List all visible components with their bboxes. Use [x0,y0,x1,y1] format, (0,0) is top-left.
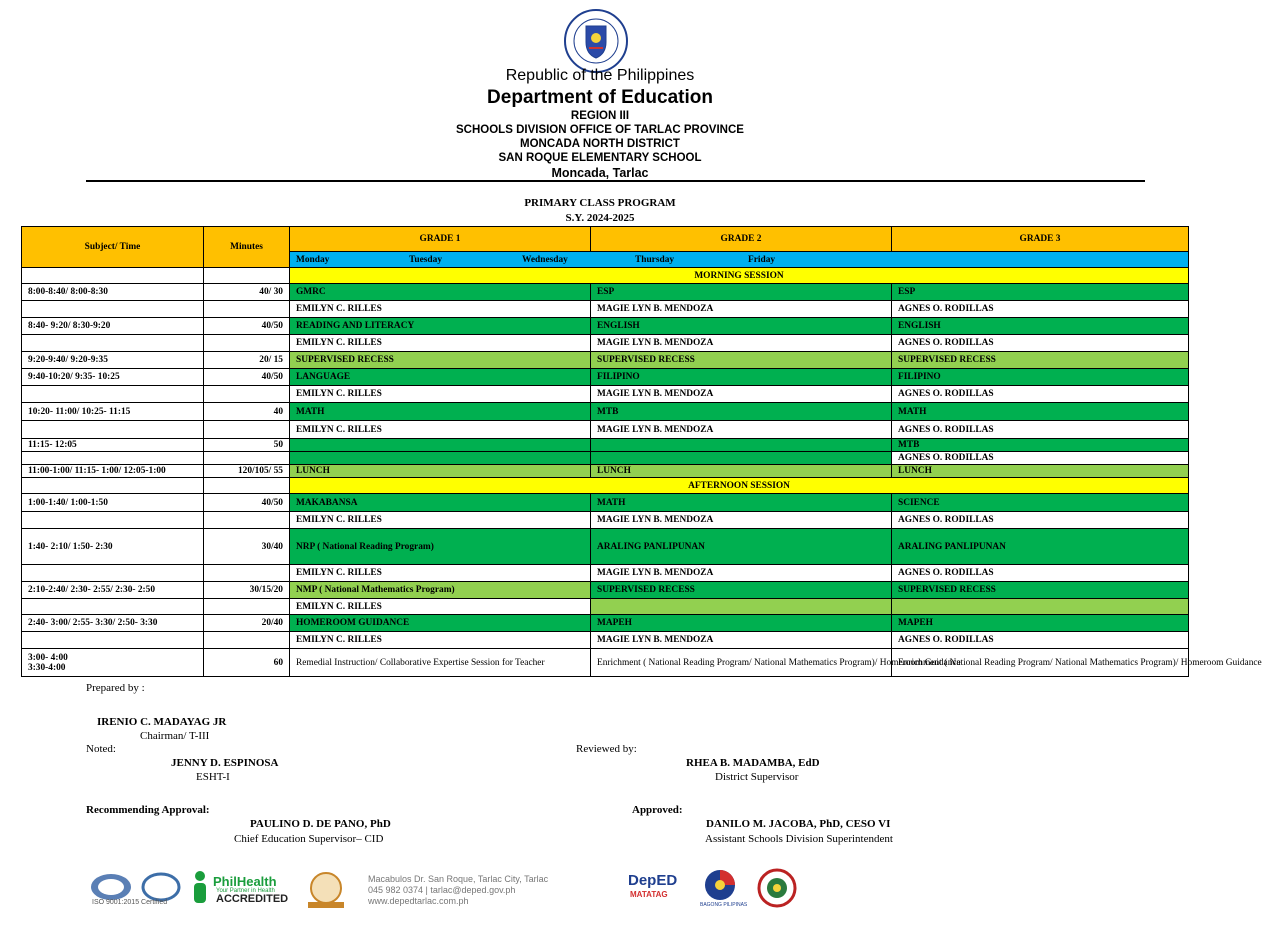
day-wednesday: Wednesday [522,254,568,265]
header-divider [86,180,1145,182]
grade1-subject: Remedial Instruction/ Collaborative Expertise Session for Teacher [290,649,591,677]
philhealth-name: PhilHealth [213,874,277,889]
grade2-subject: FILIPINO [591,369,892,386]
school-year: S.Y. 2024-2025 [565,212,635,224]
grade3-teacher: AGNES O. RODILLAS [892,632,1189,649]
grade3-subject: MATH [892,403,1189,421]
department-title: Department of Education [487,87,713,108]
minutes-cell: 60 [204,649,290,677]
time-cell: 1:00-1:40/ 1:00-1:50 [22,494,204,512]
approved-name: DANILO M. JACOBA, PhD, CESO VI [706,818,891,830]
bagong-pilipinas-icon [695,868,745,902]
grade1-subject: MAKABANSA [290,494,591,512]
minutes-cell: 20/ 15 [204,352,290,369]
grade1-subject: GMRC [290,284,591,301]
minutes-cell: 30/40 [204,529,290,565]
grade2-subject: ENGLISH [591,318,892,335]
republic-line: Republic of the Philippines [505,67,695,84]
header-grade-3: GRADE 3 [892,227,1189,252]
reviewed-name: RHEA B. MADAMBA, EdD [686,757,820,769]
grade3-subject: ARALING PANLIPUNAN [892,529,1189,565]
philhealth-figure-icon [190,870,210,904]
minutes-cell: 120/105/ 55 [204,465,290,478]
minutes-cell: 30/15/20 [204,582,290,599]
time-cell: 9:20-9:40/ 9:20-9:35 [22,352,204,369]
time-cell: 3:00- 4:00 3:30-4:00 [22,649,204,677]
grade3-subject: MAPEH [892,615,1189,632]
day-tuesday: Tuesday [409,254,443,265]
grade3-subject: ESP [892,284,1189,301]
grade3-teacher: AGNES O. RODILLAS [892,335,1189,352]
morning-session-label: MORNING SESSION [290,268,1189,284]
time-cell: 8:40- 9:20/ 8:30-9:20 [22,318,204,335]
grade1-subject: SUPERVISED RECESS [290,352,591,369]
grade3-subject: ENGLISH [892,318,1189,335]
footer-address: Macabulos Dr. San Roque, Tarlac City, Tarlac [368,874,549,884]
grade2-teacher: MAGIE LYN B. MENDOZA [591,565,892,582]
grade1-subject: MATH [290,403,591,421]
grade1-teacher: EMILYN C. RILLES [290,301,591,318]
grade1-teacher: EMILYN C. RILLES [290,599,591,615]
grade2-teacher: MAGIE LYN B. MENDOZA [591,632,892,649]
grade1-teacher: EMILYN C. RILLES [290,421,591,439]
time-cell: 2:40- 3:00/ 2:55- 3:30/ 2:50- 3:30 [22,615,204,632]
prepared-name: IRENIO C. MADAYAG JR [97,716,227,728]
time-cell: 8:00-8:40/ 8:00-8:30 [22,284,204,301]
minutes-cell: 20/40 [204,615,290,632]
grade2-teacher: MAGIE LYN B. MENDOZA [591,386,892,403]
grade1-teacher: EMILYN C. RILLES [290,386,591,403]
time-cell: 1:40- 2:10/ 1:50- 2:30 [22,529,204,565]
grade3-teacher: AGNES O. RODILLAS [892,386,1189,403]
time-cell: 9:40-10:20/ 9:35- 10:25 [22,369,204,386]
matatag-logo: MATATAG [630,890,668,899]
iso-caption: ISO 9001:2015 Certified [92,899,168,906]
grade2-subject: SUPERVISED RECESS [591,352,892,369]
table-row [22,421,1189,439]
recommending-title: Chief Education Supervisor– CID [234,833,384,845]
grade3-teacher: AGNES O. RODILLAS [892,421,1189,439]
minutes-cell: 40/50 [204,369,290,386]
time-cell: 10:20- 11:00/ 10:25- 11:15 [22,403,204,421]
grade2-subject: LUNCH [591,465,892,478]
prepared-label: Prepared by : [86,682,145,694]
grade2-teacher: MAGIE LYN B. MENDOZA [591,421,892,439]
deped-logo: DepED [628,872,678,889]
table-row [22,649,1189,677]
table-row [22,582,1189,599]
table-row [22,369,1189,386]
afternoon-session-label: AFTERNOON SESSION [290,478,1189,494]
table-row [22,284,1189,301]
school-line: SAN ROQUE ELEMENTARY SCHOOL [498,152,702,164]
approved-label: Approved: [632,804,683,816]
time-cell: 11:00-1:00/ 11:15- 1:00/ 12:05-1:00 [22,465,204,478]
location-line: Moncada, Tarlac [551,166,649,180]
noted-label: Noted: [86,743,116,755]
table-row [22,301,1189,318]
table-row [22,439,1189,452]
header-subject-time: Subject/ Time [22,227,204,268]
noted-name: JENNY D. ESPINOSA [171,757,279,769]
grade2-subject: MTB [591,403,892,421]
school-crest-icon [298,870,354,910]
iso-logo-icon [90,872,132,902]
grade2-teacher: MAGIE LYN B. MENDOZA [591,335,892,352]
noted-title: ESHT-I [196,771,230,783]
grade2-subject: MAPEH [591,615,892,632]
table-row [22,403,1189,421]
grade1-subject: HOMEROOM GUIDANCE [290,615,591,632]
grade2-teacher: MAGIE LYN B. MENDOZA [591,512,892,529]
grade2-subject: SUPERVISED RECESS [591,582,892,599]
table-row [22,452,1189,465]
division-line: SCHOOLS DIVISION OFFICE OF TARLAC PROVINCE [456,124,744,136]
reviewed-label: Reviewed by: [576,743,637,755]
table-row [22,512,1189,529]
grade2-subject: Enrichment ( National Reading Program/ National Mathematics Program)/ Homeroom Guidance [591,649,892,677]
grade1-teacher: EMILYN C. RILLES [290,512,591,529]
table-row [22,494,1189,512]
header-minutes: Minutes [204,227,290,268]
grade3-teacher: AGNES O. RODILLAS [892,565,1189,582]
grade1-subject: READING AND LITERACY [290,318,591,335]
grade3-teacher: AGNES O. RODILLAS [892,301,1189,318]
time-cell: 2:10-2:40/ 2:30- 2:55/ 2:30- 2:50 [22,582,204,599]
grade2-subject: ESP [591,284,892,301]
grade3-subject: SUPERVISED RECESS [892,582,1189,599]
minutes-cell: 50 [204,439,290,452]
grade2-teacher: MAGIE LYN B. MENDOZA [591,301,892,318]
minutes-cell: 40/50 [204,494,290,512]
table-row [22,318,1189,335]
day-friday: Friday [748,254,776,265]
table-row [22,599,1189,615]
table-row [22,632,1189,649]
grade2-subject: ARALING PANLIPUNAN [591,529,892,565]
grade3-subject: SUPERVISED RECESS [892,352,1189,369]
district-line: MONCADA NORTH DISTRICT [520,138,680,150]
prepared-title: Chairman/ T-III [140,730,210,742]
approved-title: Assistant Schools Division Superintendent [705,833,893,845]
recommending-label: Recommending Approval: [86,804,210,816]
footer-logos [0,866,1200,916]
table-row [22,335,1189,352]
deped-seal-icon [555,8,637,74]
class-program-table [21,226,1262,677]
days-row [290,252,1189,268]
accredited-label: ACCREDITED [216,893,289,905]
grade1-subject: NRP ( National Reading Program) [290,529,591,565]
grade1-subject: NMP ( National Mathematics Program) [290,582,591,599]
grade1-subject: LANGUAGE [290,369,591,386]
header-grade-1: GRADE 1 [290,227,591,252]
table-row [22,352,1189,369]
minutes-cell: 40/ 30 [204,284,290,301]
bagong-pilipinas-label: BAGONG PILIPINAS [700,902,748,908]
grade1-teacher: EMILYN C. RILLES [290,335,591,352]
grade3-subject: LUNCH [892,465,1189,478]
grade3-subject: MTB [892,439,1189,452]
table-row [22,615,1189,632]
grade3-subject: Enrichment ( National Reading Program/ National Mathematics Program)/ Homeroom Guidance [892,649,1189,677]
program-title: PRIMARY CLASS PROGRAM [524,197,676,209]
philhealth-tagline: Your Partner in Health [216,888,275,894]
footer-contact [368,874,548,907]
grade2-subject: MATH [591,494,892,512]
header-grade-2: GRADE 2 [591,227,892,252]
division-seal-icon [752,868,802,908]
certification-logo-icon [142,872,180,902]
table-row [22,386,1189,403]
day-monday: Monday [296,254,330,265]
day-thursday: Thursday [635,254,675,265]
table-row [22,465,1189,478]
grade1-teacher: EMILYN C. RILLES [290,565,591,582]
grade1-subject: LUNCH [290,465,591,478]
table-row [22,565,1189,582]
time-cell: 11:15- 12:05 [22,439,204,452]
grade3-teacher: AGNES O. RODILLAS [892,512,1189,529]
table-row [22,529,1189,565]
footer-website: www.depedtarlac.com.ph [368,896,469,906]
grade3-teacher: AGNES O. RODILLAS [892,452,1189,465]
minutes-cell: 40/50 [204,318,290,335]
recommending-name: PAULINO D. DE PANO, PhD [250,818,391,830]
grade3-subject: FILIPINO [892,369,1189,386]
reviewed-title: District Supervisor [715,771,799,783]
footer-phone-email: 045 982 0374 | tarlac@deped.gov.ph [368,885,516,895]
grade1-teacher: EMILYN C. RILLES [290,632,591,649]
region-line: REGION III [570,110,630,122]
minutes-cell: 40 [204,403,290,421]
grade3-subject: SCIENCE [892,494,1189,512]
